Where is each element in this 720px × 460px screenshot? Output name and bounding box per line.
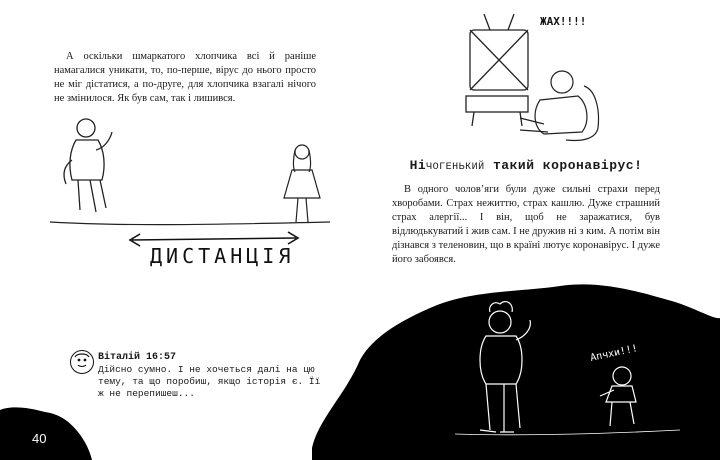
sneeze-exclamation: Апчхи!!! <box>589 343 639 364</box>
man-figure <box>64 119 112 212</box>
distance-label: ДИСТАНЦІЯ <box>150 244 295 268</box>
heading-rest: такий коронавірус! <box>484 158 643 173</box>
heading-small: ЧОГЕНЬКИЙ <box>426 162 485 173</box>
heading-prefix: Ні <box>409 158 427 173</box>
girl-figure <box>284 145 320 222</box>
child-face-icon <box>70 350 94 374</box>
horror-exclamation: ЖАХ!!!! <box>540 15 587 28</box>
crossed-tv <box>466 14 528 126</box>
ground-line <box>50 222 330 225</box>
left-paragraph: А оскільки шмаркатого хлопчика всі й раніше намагалися уникати, то, по-перше, вірус до нього просто не міг дістатися, а по-друге, для хлопчика взагалі нічого не змінилося. Як був сам, так і лишився. <box>54 51 316 104</box>
story-heading <box>392 158 660 173</box>
right-paragraph: В одного чоловʼяги були дуже сильні страхи перед хворобами. Страх нежиттю, страх кашлю. Дуже страшний страх алергії... І він, щоб не заражатися, був відлюдькуватий і жив сам. І не дружив ні з ким. А потім він дізнався з теленовин, що в країні лютує коронавірус. І дуже його забоявся. <box>392 184 660 265</box>
scared-man-figure <box>520 71 598 141</box>
ink-blob <box>312 284 720 460</box>
comment-text: Дійсно сумно. І не хочеться далі на цю тему, та що поробиш, якщо історія є. Її ж не перепишеш... <box>98 364 321 399</box>
page-number: 40 <box>32 431 47 446</box>
comment-author: Віталій 16:57 <box>98 352 177 363</box>
